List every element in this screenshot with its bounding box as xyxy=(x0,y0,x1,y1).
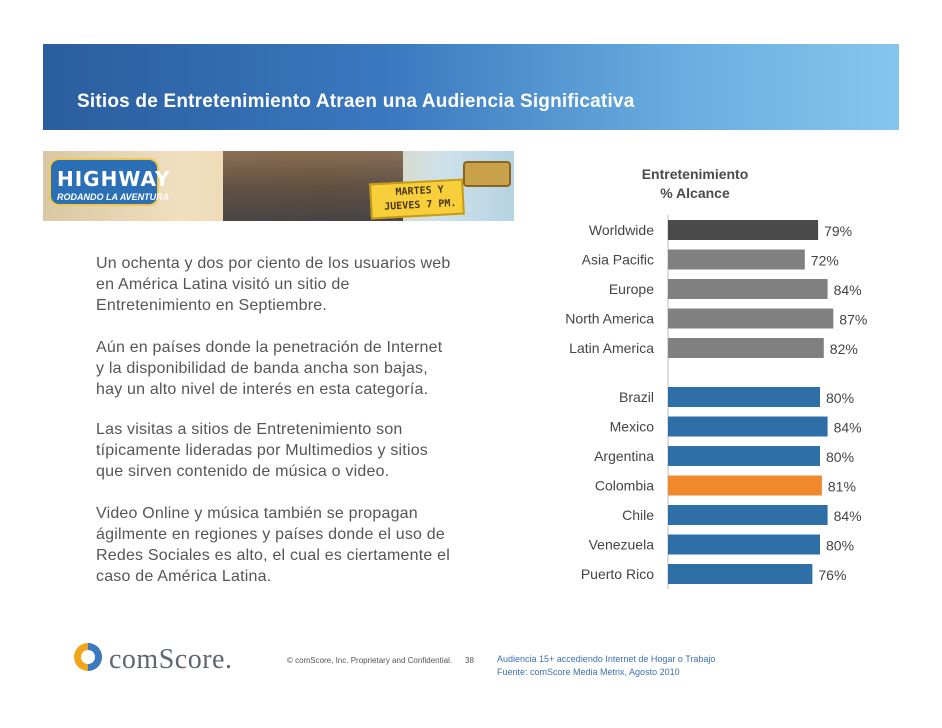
show-logo-text: HIGHWAY xyxy=(57,167,171,191)
bar-label: Worldwide xyxy=(588,222,654,238)
paragraph-line: Un ochenta y dos por ciento de los usuarios web xyxy=(96,255,451,272)
page-number: 38 xyxy=(465,656,474,665)
bar xyxy=(668,279,828,299)
bar-value-label: 80% xyxy=(826,390,855,406)
source-line-1: Audiencia 15+ accediendo Internet de Hogar o Trabajo xyxy=(497,654,716,664)
bar xyxy=(668,564,812,584)
paragraph-1 xyxy=(96,253,516,316)
bar-value-label: 87% xyxy=(839,311,868,328)
bar xyxy=(668,446,820,466)
paragraph-line: y la disponibilidad de banda ancha son bajas, xyxy=(96,360,428,377)
bar-label: Puerto Rico xyxy=(580,566,654,582)
bar-value-label: 76% xyxy=(818,567,847,583)
paragraph-line: ágilmente en regiones y países donde el uso de xyxy=(96,526,445,543)
bar-label: Latin America xyxy=(569,340,654,356)
bar xyxy=(668,309,833,329)
paragraph-line: Redes Sociales es alto, el cual es ciertamente el xyxy=(96,547,450,564)
bar-value-label: 84% xyxy=(833,419,862,436)
paragraph-line: en América Latina visitó un sitio de xyxy=(96,276,350,293)
bar-label: Europe xyxy=(608,281,654,297)
car-illustration xyxy=(463,161,511,187)
bar xyxy=(668,505,828,525)
bar-value-label: 80% xyxy=(826,449,855,465)
bar-value-label: 84% xyxy=(833,508,862,524)
bar-label: Mexico xyxy=(609,418,654,435)
schedule-line-2: JUEVES 7 PM. xyxy=(383,197,457,213)
chart-title-line-1: Entretenimiento xyxy=(641,166,749,182)
paragraph-3 xyxy=(96,419,516,482)
bar-label: Asia Pacific xyxy=(581,251,654,268)
bar-value-label: 82% xyxy=(829,341,858,357)
paragraph-line: Las visitas a sitios de Entretenimiento son xyxy=(96,421,403,438)
bar-label: Brazil xyxy=(618,389,654,405)
chart-title-line-2: % Alcance xyxy=(660,185,730,201)
bar-label: Venezuela xyxy=(588,536,654,553)
bar-value-label: 79% xyxy=(824,223,853,239)
show-logo-subtext: RODANDO LA AVENTURA xyxy=(57,192,170,202)
paragraph-4 xyxy=(96,503,516,587)
paragraph-line: hay un alto nivel de interés en esta categoría. xyxy=(96,381,429,398)
bar-label: North America xyxy=(565,310,654,327)
bar xyxy=(668,250,805,270)
paragraph-line: caso de América Latina. xyxy=(96,568,272,585)
bar xyxy=(668,220,818,240)
page-title: Sitios de Entretenimiento Atraen una Audiencia Significativa xyxy=(77,91,635,112)
bar-label: Argentina xyxy=(594,448,654,464)
schedule-sign xyxy=(369,179,465,220)
copyright-notice: © comScore, Inc. Proprietary and Confidential. xyxy=(287,656,453,665)
paragraph-line: Video Online y música también se propagan xyxy=(96,505,418,522)
bar-value-label: 80% xyxy=(826,537,855,554)
bar-value-label: 72% xyxy=(810,252,839,269)
paragraph-line: que sirven contenido de música o video. xyxy=(96,463,390,480)
bar xyxy=(668,338,824,358)
bar-value-label: 81% xyxy=(827,478,856,495)
header-band xyxy=(43,44,899,130)
bar-value-label: 84% xyxy=(833,282,862,298)
paragraph-2 xyxy=(96,337,516,400)
schedule-line-1: MARTES Y xyxy=(395,184,444,199)
bar xyxy=(668,387,820,407)
bar xyxy=(668,417,828,437)
bar-label: Colombia xyxy=(594,477,654,494)
source-line-2: Fuente: comScore Media Metrix, Agosto 2010 xyxy=(497,667,680,677)
comscore-logo-icon xyxy=(72,641,104,673)
paragraph-line: Entretenimiento en Septiembre. xyxy=(96,297,328,314)
bar-label: Chile xyxy=(622,507,654,523)
show-banner-image xyxy=(43,151,514,221)
comscore-logo-text: comScore. xyxy=(109,644,233,675)
bar xyxy=(668,476,822,496)
reach-bar-chart xyxy=(530,215,868,610)
chart-title xyxy=(620,165,770,203)
paragraph-line: típicamente lideradas por Multimedios y sitios xyxy=(96,442,429,459)
bar xyxy=(668,535,820,555)
paragraph-line: Aún en países donde la penetración de Internet xyxy=(96,339,443,356)
